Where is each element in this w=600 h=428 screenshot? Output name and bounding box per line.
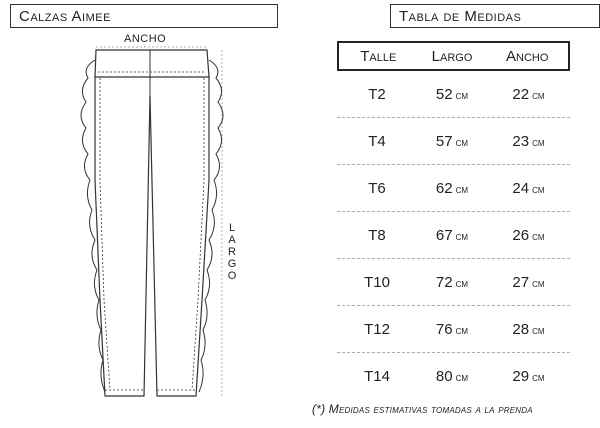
unit-label: cm xyxy=(532,228,545,243)
cell-talle: T12 xyxy=(364,320,390,338)
cell-talle: T4 xyxy=(368,132,386,150)
cell-ancho xyxy=(487,368,570,385)
cell-largo xyxy=(417,86,487,103)
right-ruffle xyxy=(199,60,223,392)
cell-largo-value: 57 xyxy=(435,132,453,150)
cell-ancho xyxy=(487,133,570,150)
left-leg xyxy=(95,77,150,396)
unit-label: cm xyxy=(532,369,545,384)
cell-ancho-value: 27 xyxy=(512,273,530,291)
cell-ancho xyxy=(487,321,570,338)
cell-talle: T10 xyxy=(364,273,390,291)
unit-label: cm xyxy=(532,181,545,196)
length-label: LARGO xyxy=(227,222,237,282)
table-row xyxy=(337,71,570,118)
column-header-largo: Largo xyxy=(431,47,473,65)
size-table-body xyxy=(337,71,570,399)
cell-largo-value: 62 xyxy=(435,179,453,197)
right-leg xyxy=(150,77,209,396)
cell-ancho-value: 28 xyxy=(512,320,530,338)
unit-label: cm xyxy=(532,134,545,149)
unit-label: cm xyxy=(455,228,469,243)
unit-label: cm xyxy=(455,181,469,196)
cell-largo xyxy=(417,274,487,291)
table-row xyxy=(337,306,570,353)
table-title: Tabla de Medidas xyxy=(390,4,600,28)
unit-label: cm xyxy=(455,275,469,290)
cell-ancho xyxy=(487,180,570,197)
cell-largo-value: 76 xyxy=(435,320,453,338)
cell-largo-value: 80 xyxy=(435,367,453,385)
cell-ancho-value: 22 xyxy=(512,85,530,103)
cell-ancho-value: 26 xyxy=(512,226,530,244)
unit-label: cm xyxy=(455,322,469,337)
cell-ancho xyxy=(487,86,570,103)
cell-ancho xyxy=(487,274,570,291)
column-header-ancho: Ancho xyxy=(506,47,549,65)
unit-label: cm xyxy=(532,87,545,102)
cell-talle: T6 xyxy=(368,179,386,197)
unit-label: cm xyxy=(532,275,545,290)
footnote: (*) Medidas estimativas tomadas a la prenda xyxy=(312,402,533,416)
waistband xyxy=(95,50,209,77)
column-header-talle: Talle xyxy=(360,47,397,65)
table-row xyxy=(337,118,570,165)
table-row xyxy=(337,165,570,212)
table-row xyxy=(337,259,570,306)
right-side-stitch xyxy=(192,78,204,390)
cell-ancho-value: 24 xyxy=(512,179,530,197)
unit-label: cm xyxy=(532,322,545,337)
size-table-header xyxy=(337,41,570,71)
table-row xyxy=(337,353,570,399)
cell-largo xyxy=(417,180,487,197)
cell-ancho-value: 23 xyxy=(512,132,530,150)
unit-label: cm xyxy=(455,87,469,102)
cell-largo xyxy=(417,133,487,150)
cell-largo xyxy=(417,227,487,244)
cell-largo-value: 67 xyxy=(435,226,453,244)
cell-ancho-value: 29 xyxy=(512,367,530,385)
product-title: Calzas Aimee xyxy=(10,4,278,28)
cell-talle: T2 xyxy=(368,85,386,103)
table-row xyxy=(337,212,570,259)
cell-largo xyxy=(417,368,487,385)
cell-talle: T14 xyxy=(364,367,390,385)
left-side-stitch xyxy=(100,78,110,390)
width-label: ANCHO xyxy=(124,33,167,45)
cell-largo-value: 52 xyxy=(435,85,453,103)
cell-ancho xyxy=(487,227,570,244)
cell-largo xyxy=(417,321,487,338)
cell-talle: T8 xyxy=(368,226,386,244)
unit-label: cm xyxy=(455,369,469,384)
unit-label: cm xyxy=(455,134,469,149)
cell-largo-value: 72 xyxy=(435,273,453,291)
